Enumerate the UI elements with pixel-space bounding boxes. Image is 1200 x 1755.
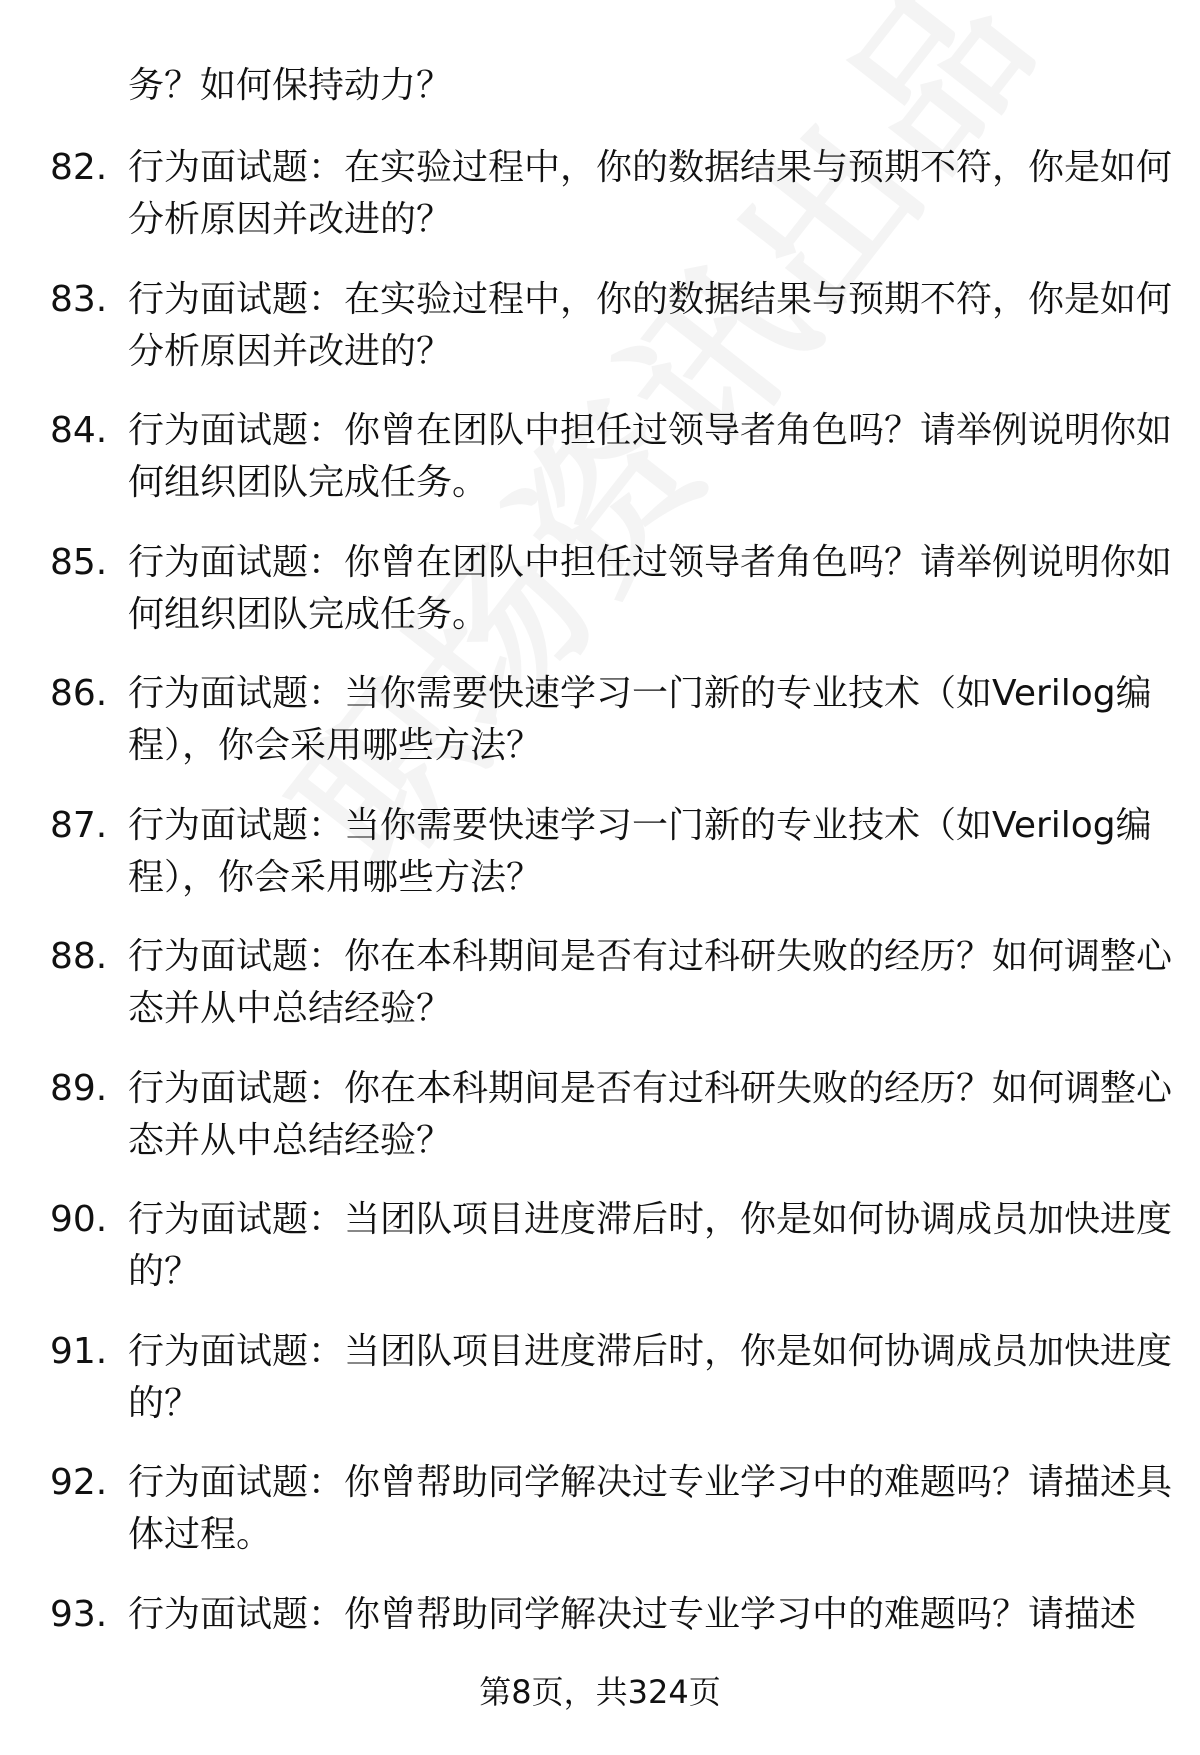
item-text: 行为面试题：你曾在团队中担任过领导者角色吗？请举例说明你如何组织团队完成任务。 [128,541,1173,635]
item-text: 行为面试题：你曾在团队中担任过领导者角色吗？请举例说明你如何组织团队完成任务。 [128,410,1173,503]
item-text: 行为面试题：当你需要快速学习一门新的专业技术（如Verilog编程），你会采用哪些方法？ [128,804,1152,898]
list-item [0,1180,1200,1312]
list-item [0,654,1200,786]
page-footer: 第8页，共324页 [479,1673,721,1711]
item-text: 行为面试题：在实验过程中，你的数据结果与预期不符，你是如何分析原因并改进的？ [128,278,1173,372]
item-number: 92. [50,1462,108,1503]
item-number: 83. [50,278,108,320]
item-number: 93. [50,1593,108,1635]
item-number: 91. [50,1330,108,1372]
list-item [0,523,1200,655]
continuation-text: 务？如何保持动力？ [128,65,453,106]
item-number: 89. [50,1067,108,1109]
item-number: 86. [50,673,108,714]
item-text: 行为面试题：在实验过程中，你的数据结果与预期不符，你是如何分析原因并改进的？ [128,147,1173,240]
item-text: 行为面试题：当你需要快速学习一门新的专业技术（如Verilog编程），你会采用哪些方法？ [128,673,1152,766]
question-list [0,128,1200,1706]
item-number: 85. [50,541,108,583]
item-number: 87. [50,804,108,846]
item-text: 行为面试题：你在本科期间是否有过科研失败的经历？如何调整心态并从中总结经验？ [128,1067,1173,1161]
list-item [0,391,1200,523]
list-item [0,1312,1200,1444]
item-text: 行为面试题：你在本科期间是否有过科研失败的经历？如何调整心态并从中总结经验？ [128,936,1173,1029]
item-number: 84. [50,410,108,451]
item-number: 82. [50,147,108,188]
item-number: 88. [50,936,108,977]
list-item [0,1443,1200,1575]
list-item [0,260,1200,392]
item-text: 行为面试题：当团队项目进度滞后时，你是如何协调成员加快进度的？ [128,1330,1173,1424]
item-text: 行为面试题：当团队项目进度滞后时，你是如何协调成员加快进度的？ [128,1199,1173,1292]
item-text: 行为面试题：你曾帮助同学解决过专业学习中的难题吗？请描述具体过程。 [128,1462,1173,1555]
list-item [0,786,1200,918]
list-item [0,128,1200,260]
list-item [0,917,1200,1049]
item-number: 90. [50,1199,108,1240]
list-item [0,1049,1200,1181]
item-text: 行为面试题：你曾帮助同学解决过专业学习中的难题吗？请描述 [128,1593,1137,1635]
